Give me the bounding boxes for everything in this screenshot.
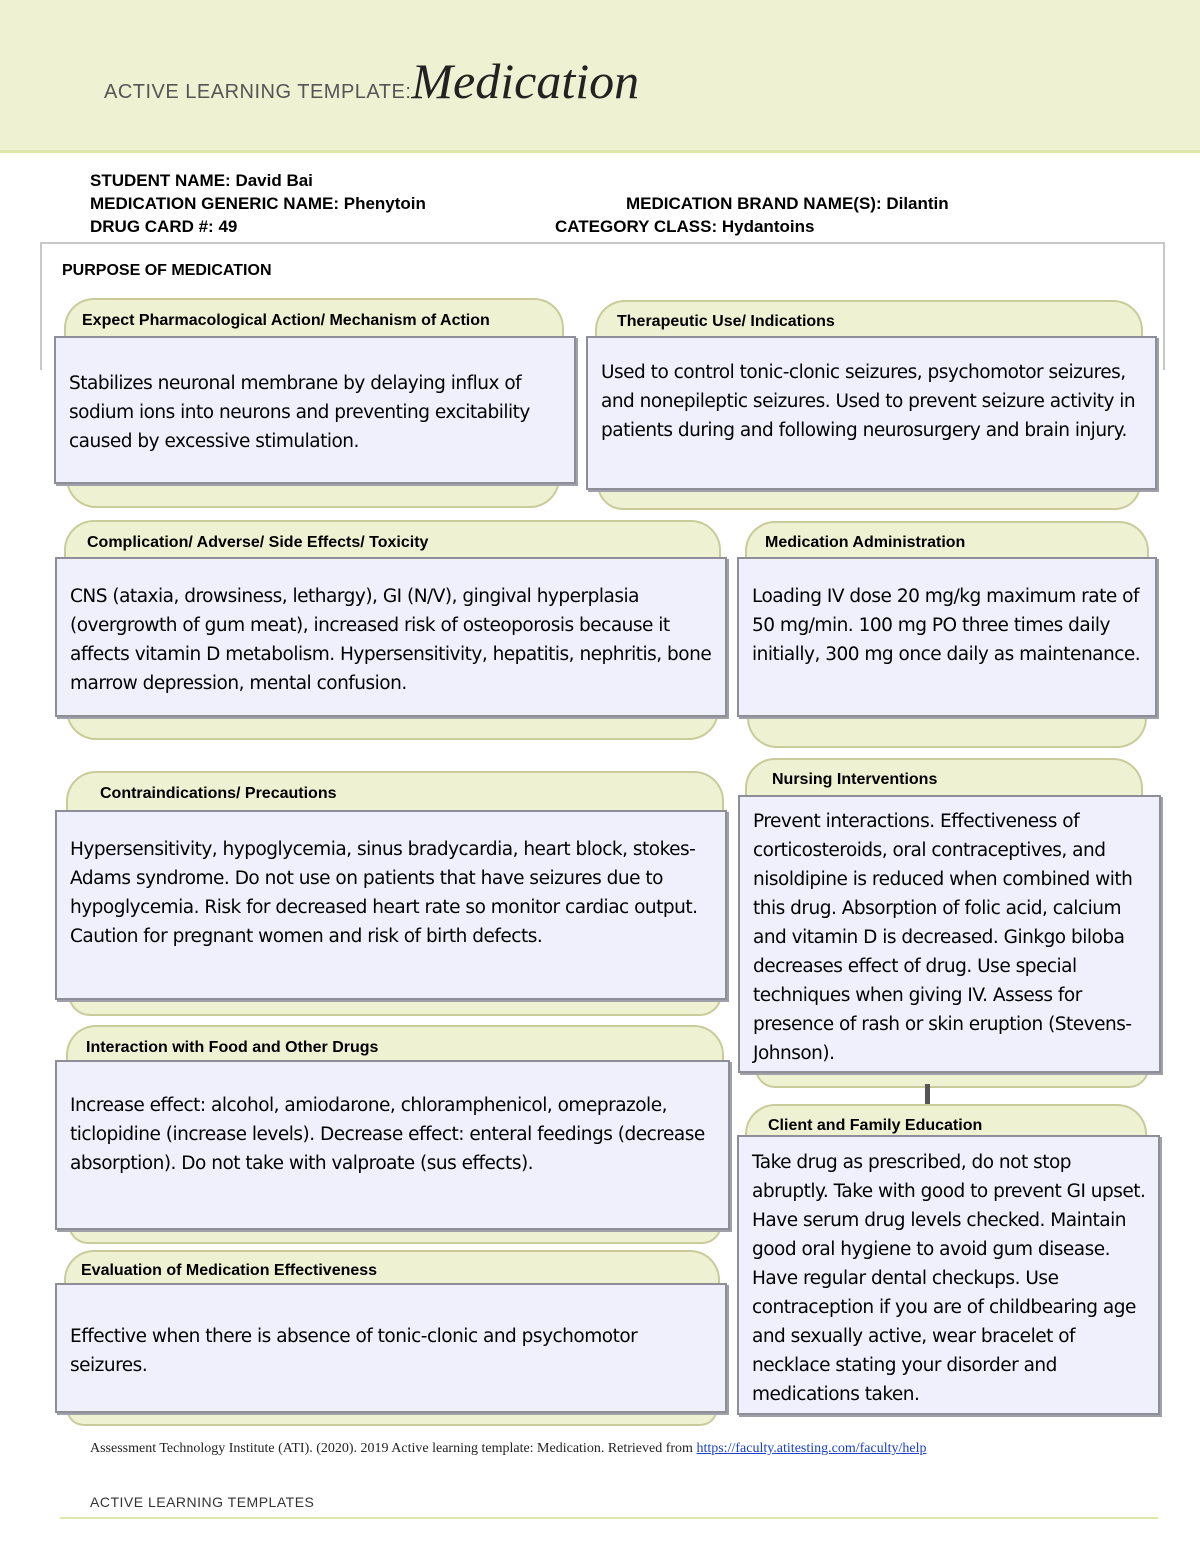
header-band — [0, 0, 1200, 153]
contraindications-box — [55, 810, 727, 1000]
page-title — [104, 52, 639, 110]
administration-tab — [745, 521, 1149, 561]
drug-card-number: DRUG CARD #: 49 — [90, 217, 238, 236]
category-class: CATEGORY CLASS: Hydantoins — [555, 217, 815, 236]
contraindications-text: Hypersensitivity, hypoglycemia, sinus bradycardia, heart block, stokes-Adams syndrome. Do not use on patients that have seizures due to hypoglycemia. Risk for decreased heart rate so monitor cardiac output. Caution for pregnant women and risk of birth defects. — [70, 839, 698, 947]
complications-title: Complication/ Adverse/ Side Effects/ Toxicity — [87, 534, 429, 551]
citation — [90, 1441, 927, 1457]
education-box — [737, 1135, 1160, 1415]
therapeutic-text: Used to control tonic-clonic seizures, psychomotor seizures, and nonepileptic seizures. Used to prevent seizure activity in patients during and following neurosurgery and brain injury. — [601, 362, 1136, 441]
template-prefix: ACTIVE LEARNING TEMPLATE: — [104, 81, 412, 103]
administration-text: Loading IV dose 20 mg/kg maximum rate of 50 mg/min. 100 mg PO three times daily initially, 300 mg once daily as maintenance. — [752, 586, 1141, 665]
citation-text: Assessment Technology Institute (ATI). (2020). 2019 Active learning template: Medication. Retrieved from — [90, 1441, 697, 1456]
interactions-text: Increase effect: alcohol, amiodarone, chloramphenicol, omeprazole, ticlopidine (increase levels). Decrease effect: enteral feedings (decrease absorption). Do not take with valproate (sus effects). — [70, 1095, 705, 1174]
brand-name: MEDICATION BRAND NAME(S): Dilantin — [626, 194, 949, 213]
therapeutic-tab — [595, 300, 1143, 340]
administration-title: Medication Administration — [765, 534, 966, 551]
complications-box — [55, 557, 727, 717]
mechanism-title: Expect Pharmacological Action/ Mechanism of Action — [82, 312, 490, 329]
connector — [925, 1084, 930, 1104]
evaluation-box — [55, 1283, 727, 1413]
nursing-title: Nursing Interventions — [772, 771, 938, 788]
evaluation-text: Effective when there is absence of tonic-clonic and psychomotor seizures. — [70, 1326, 638, 1376]
purpose-label: PURPOSE OF MEDICATION — [62, 262, 272, 279]
complications-text: CNS (ataxia, drowsiness, lethargy), GI (N/V), gingival hyperplasia (overgrowth of gum meat), increased risk of osteoporosis because it affects vitamin D metabolism. Hypersensitivity, hepatitis, nephritis, bone marrow depression, mental confusion. — [70, 586, 712, 694]
administration-box — [737, 557, 1157, 717]
education-text: Take drug as prescribed, do not stop abruptly. Take with good to prevent GI upset. Have serum drug levels checked. Maintain good oral hygiene to avoid gum disease. Have regular dental checkups. Use contraception if you are of childbearing age and sexually active, wear bracelet of necklace stating your disorder and medications taken. — [752, 1152, 1146, 1405]
mechanism-box — [54, 336, 576, 484]
footer-divider — [60, 1517, 1158, 1519]
mechanism-tab — [64, 298, 564, 340]
mechanism-text: Stabilizes neuronal membrane by delaying influx of sodium ions into neurons and preventing excitability caused by excessive stimulation. — [69, 373, 530, 452]
education-title: Client and Family Education — [768, 1117, 983, 1134]
therapeutic-title: Therapeutic Use/ Indications — [617, 313, 835, 330]
nursing-text: Prevent interactions. Effectiveness of corticosteroids, oral contraceptives, and nisoldipine is reduced when combined with this drug. Absorption of folic acid, calcium and vitamin D is decreased. Ginkgo biloba decreases effect of drug. Use special techniques when giving IV. Assess for presence of rash or skin eruption (Stevens-Johnson). — [753, 811, 1133, 1064]
complications-tab — [64, 520, 721, 562]
citation-link[interactable]: https://faculty.atitesting.com/faculty/help — [696, 1441, 927, 1456]
nursing-tab — [745, 758, 1143, 798]
interactions-title: Interaction with Food and Other Drugs — [86, 1039, 379, 1056]
footer-text: ACTIVE LEARNING TEMPLATES — [90, 1494, 315, 1510]
template-title: Medication — [411, 53, 640, 109]
interactions-box — [55, 1060, 730, 1230]
evaluation-title: Evaluation of Medication Effectiveness — [81, 1262, 378, 1279]
student-name: STUDENT NAME: David Bai — [90, 171, 313, 190]
therapeutic-box — [586, 336, 1157, 490]
contraindications-title: Contraindications/ Precautions — [100, 785, 337, 802]
contraindications-tab — [66, 771, 724, 815]
nursing-box — [738, 795, 1161, 1073]
generic-name: MEDICATION GENERIC NAME: Phenytoin — [90, 194, 426, 213]
